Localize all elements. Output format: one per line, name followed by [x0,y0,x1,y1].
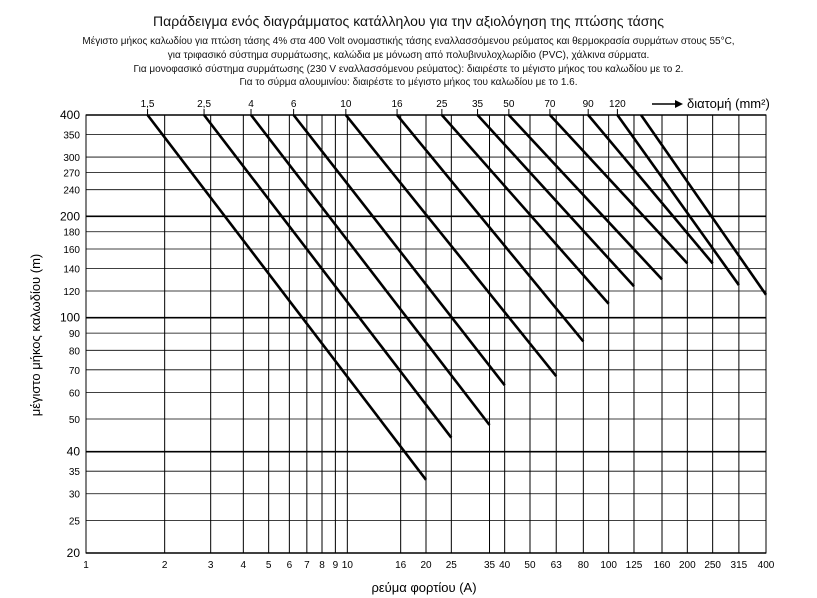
x-tick-label: 63 [550,560,562,571]
y-tick-label: 240 [63,185,80,197]
x-tick-label: 400 [757,560,775,571]
x-tick-label: 6 [286,560,293,571]
series-label: 1,5 [140,99,155,110]
chart-subtitle-3: Για μονοφασικό σύστημα συρμάτωσης (230 V εναλλασσόμενου ρεύματος): διαιρέστε το μέγιστο μήκος του καλωδίου με το 2. [133,64,684,75]
series-layer [148,115,766,480]
x-tick-label: 10 [341,560,353,571]
y-tick-label: 60 [68,388,80,400]
y-tick-label: 20 [66,546,80,560]
x-tick-label: 2 [161,560,168,571]
chart-subtitle-1: Μέγιστο μήκος καλωδίου για πτώση τάσης 4% στα 400 Volt ονομαστικής τάσης εναλλασσόμενου ρεύματος και θερμοκρασία συρμάτων στους 55°C, [82,36,735,47]
x-tick-label: 4 [240,560,247,571]
series-label: 35 [471,99,484,110]
x-tick-label: 8 [319,560,325,571]
series-line [251,115,489,425]
y-tick-label: 80 [68,346,80,358]
y-tick-label: 160 [63,244,80,256]
y-tick-label: 25 [68,516,80,528]
chart-subtitle-2: για τριφασικό σύστημα συρμάτωσης, καλώδια με μόνωση από πολυβινυλοχλωρίδιο (PVC), χάλκινα σύρματα. [167,50,650,61]
x-tick-label: 200 [678,560,696,571]
x-axis-label: ρεύμα φορτίου (A) [371,580,477,595]
series-line [204,115,451,438]
x-tick-label: 250 [704,560,722,571]
series-line [294,115,505,385]
series-line [148,115,426,480]
y-tick-label: 200 [59,209,80,224]
x-tick-label: 9 [332,560,339,571]
chart-title: Παράδειγμα ενός διαγράμματος κατάλληλου για την αξιολόγηση της πτώσης τάσης [153,13,664,29]
series-label: 120 [609,99,626,110]
series-label: 70 [544,99,556,110]
top-axis-label: διατομή (mm²) [687,96,770,111]
series-label: 4 [248,99,254,110]
y-tick-label: 35 [68,467,80,479]
y-tick-label: 140 [63,264,80,276]
y-tick-label: 70 [68,365,80,377]
x-tick-label: 16 [395,560,407,571]
y-tick-label: 180 [63,227,80,239]
series-label: 16 [391,99,403,110]
x-tick-label: 40 [499,560,511,571]
x-tick-label: 125 [625,560,643,571]
x-tick-label: 100 [600,560,618,571]
top-axis-arrow-head [675,100,683,108]
series-label: 6 [290,99,297,110]
y-tick-label: 270 [63,168,80,180]
x-tick-label: 50 [524,560,536,571]
series-label: 10 [340,99,352,110]
y-axis-label: μέγιστο μήκος καλωδίου (m) [28,253,43,417]
x-tick-label: 80 [577,560,589,571]
x-tick-label: 25 [445,560,457,571]
x-tick-label: 315 [730,560,748,571]
y-tick-label: 40 [66,444,80,459]
chart-subtitle-4: Για το σύρμα αλουμινίου: διαιρέστε το μέγιστο μήκος του καλωδίου με το 1.6. [239,77,578,88]
x-tick-label: 7 [304,560,310,571]
series-line [617,115,738,285]
series-label: 2,5 [197,99,212,110]
series-line [641,115,766,295]
y-tick-label: 300 [63,153,80,165]
series-label: 50 [503,99,515,110]
series-line [509,115,662,279]
x-tick-label: 160 [653,560,671,571]
x-tick-label: 20 [420,560,432,571]
y-tick-label: 50 [68,415,80,427]
y-tick-label: 400 [59,108,80,122]
x-tick-label: 1 [83,560,89,571]
y-tick-label: 350 [63,130,80,142]
y-tick-label: 30 [68,489,80,501]
x-tick-label: 5 [265,560,272,571]
y-tick-label: 90 [68,329,80,341]
x-tick-label: 35 [483,560,496,571]
series-label: 25 [436,99,448,110]
series-line [550,115,687,263]
series-label: 90 [582,99,594,110]
series-line [397,115,583,341]
x-tick-label: 3 [207,560,214,571]
y-tick-label: 100 [59,310,80,325]
y-tick-label: 120 [63,287,80,299]
